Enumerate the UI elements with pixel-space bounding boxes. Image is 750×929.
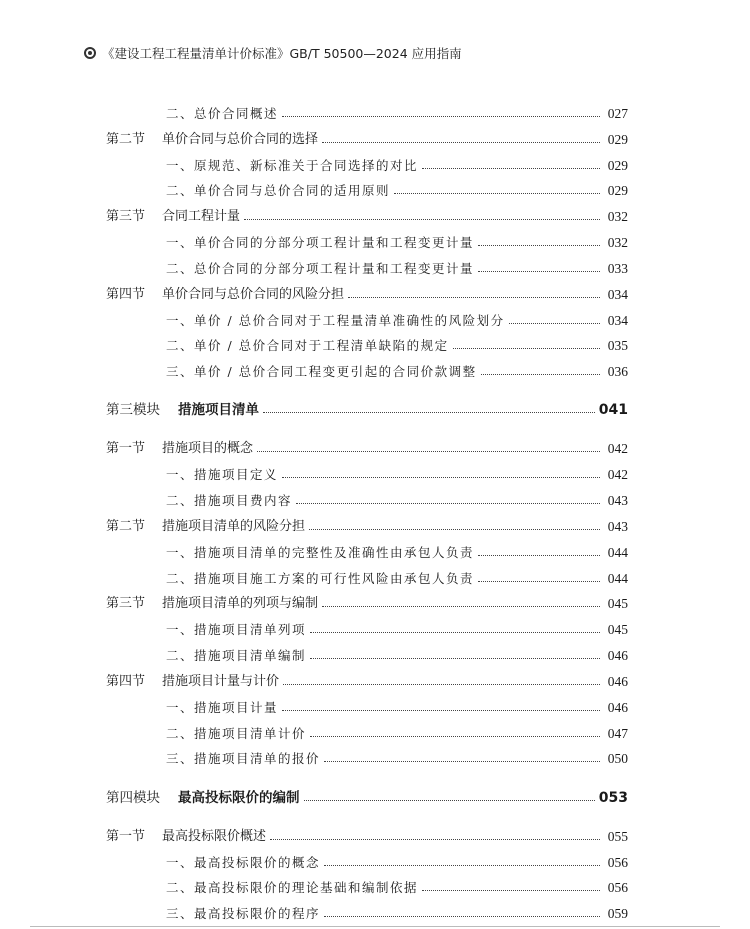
toc-entry-label: 第二节 xyxy=(106,519,146,534)
toc-subsection-entry[interactable] xyxy=(106,699,628,717)
toc-subsection-entry[interactable] xyxy=(106,570,628,588)
dot-leader xyxy=(304,800,595,801)
toc-entry-label: 第一节 xyxy=(106,829,146,844)
toc-entry-page-number: 042 xyxy=(607,467,628,482)
toc-entry-page-number: 041 xyxy=(598,402,628,418)
dot-leader xyxy=(422,890,600,891)
toc-entry-title: 二、最高投标限价的理论基础和编制依据 xyxy=(166,880,419,895)
toc-section-entry[interactable] xyxy=(106,440,628,458)
toc-entry-title: 一、最高投标限价的概念 xyxy=(166,855,321,870)
dot-leader xyxy=(509,323,600,324)
toc-subsection-entry[interactable] xyxy=(106,105,628,123)
toc-entry-page-number: 029 xyxy=(607,183,628,198)
toc-subsection-entry[interactable] xyxy=(106,750,628,768)
toc-entry-page-number: 045 xyxy=(607,622,628,637)
dot-leader xyxy=(394,193,600,194)
toc-entry-page-number: 042 xyxy=(607,441,628,456)
toc-entry-title: 二、措施项目清单编制 xyxy=(166,648,307,663)
toc-entry-page-number: 047 xyxy=(607,726,628,741)
toc-entry-title: 措施项目清单的风险分担 xyxy=(162,519,306,534)
dot-leader xyxy=(348,297,600,298)
toc-entry-label: 第三节 xyxy=(106,596,146,611)
dot-leader xyxy=(322,142,600,143)
toc-module-entry[interactable] xyxy=(106,401,628,419)
toc-subsection-entry[interactable] xyxy=(106,544,628,562)
toc-section-entry[interactable] xyxy=(106,518,628,536)
toc-entry-title: 措施项目的概念 xyxy=(162,441,254,456)
toc-entry-title: 二、总价合同的分部分项工程计量和工程变更计量 xyxy=(166,261,475,276)
toc-subsection-entry[interactable] xyxy=(106,260,628,278)
toc-entry-page-number: 045 xyxy=(607,596,628,611)
page-bottom-rule xyxy=(30,926,720,927)
toc-subsection-entry[interactable] xyxy=(106,905,628,923)
toc-module-entry[interactable] xyxy=(106,789,628,807)
toc-subsection-entry[interactable] xyxy=(106,157,628,175)
toc-entry-page-number: 044 xyxy=(607,571,628,586)
toc-entry-title: 最高投标限价的编制 xyxy=(178,790,300,806)
toc-subsection-entry[interactable] xyxy=(106,466,628,484)
dot-leader xyxy=(310,632,600,633)
toc-subsection-entry[interactable] xyxy=(106,337,628,355)
toc-entry-label: 第二节 xyxy=(106,132,146,147)
toc-entry-page-number: 046 xyxy=(607,700,628,715)
toc-entry-title: 措施项目清单的列项与编制 xyxy=(162,596,319,611)
dot-leader xyxy=(309,529,600,530)
toc-entry-page-number: 036 xyxy=(607,364,628,379)
dot-leader xyxy=(324,761,600,762)
dot-leader xyxy=(282,116,600,117)
dot-leader xyxy=(481,374,600,375)
toc-entry-page-number: 027 xyxy=(607,106,628,121)
toc-entry-page-number: 043 xyxy=(607,519,628,534)
toc-section-entry[interactable] xyxy=(106,131,628,149)
dot-leader xyxy=(310,658,600,659)
toc-entry-label: 第四节 xyxy=(106,287,146,302)
toc-entry-title: 三、最高投标限价的程序 xyxy=(166,906,321,921)
toc-subsection-entry[interactable] xyxy=(106,363,628,381)
toc-section-entry[interactable] xyxy=(106,595,628,613)
toc-entry-page-number: 035 xyxy=(607,338,628,353)
dot-leader xyxy=(263,412,595,413)
toc-entry-title: 措施项目计量与计价 xyxy=(162,674,280,689)
dot-leader xyxy=(478,581,600,582)
toc-entry-label: 第四节 xyxy=(106,674,146,689)
circle-bullet-icon xyxy=(84,47,96,59)
toc-entry-page-number: 029 xyxy=(607,158,628,173)
toc-entry-page-number: 056 xyxy=(607,855,628,870)
toc-entry-title: 合同工程计量 xyxy=(162,209,241,224)
toc-entry-title: 三、措施项目清单的报价 xyxy=(166,751,321,766)
toc-entry-page-number: 029 xyxy=(607,132,628,147)
toc-entry-title: 二、措施项目费内容 xyxy=(166,493,293,508)
toc-entry-title: 单价合同与总价合同的风险分担 xyxy=(162,287,345,302)
toc-entry-title: 措施项目清单 xyxy=(178,402,259,418)
toc-entry-title: 一、单价合同的分部分项工程计量和工程变更计量 xyxy=(166,235,475,250)
toc-entry-page-number: 053 xyxy=(598,790,628,806)
dot-leader xyxy=(244,219,600,220)
toc-entry-title: 二、单价 / 总价合同对于工程清单缺陷的规定 xyxy=(166,338,449,353)
toc-entry-title: 二、总价合同概述 xyxy=(166,106,279,121)
dot-leader xyxy=(282,477,600,478)
toc-subsection-entry[interactable] xyxy=(106,725,628,743)
toc-entry-label: 第三模块 xyxy=(106,402,160,418)
dot-leader xyxy=(478,245,600,246)
dot-leader xyxy=(282,710,600,711)
toc-entry-page-number: 034 xyxy=(607,287,628,302)
toc-entry-page-number: 032 xyxy=(607,235,628,250)
toc-entry-page-number: 059 xyxy=(607,906,628,921)
toc-entry-page-number: 046 xyxy=(607,648,628,663)
toc-subsection-entry[interactable] xyxy=(106,182,628,200)
running-header-title: 《建设工程工程量清单计价标准》GB/T 50500—2024 应用指南 xyxy=(102,46,462,61)
toc-entry-page-number: 044 xyxy=(607,545,628,560)
toc-entry-page-number: 043 xyxy=(607,493,628,508)
toc-subsection-entry[interactable] xyxy=(106,854,628,872)
dot-leader xyxy=(283,684,600,685)
toc-entry-title: 最高投标限价概述 xyxy=(162,829,267,844)
toc-entry-page-number: 046 xyxy=(607,674,628,689)
toc-entry-title: 一、措施项目定义 xyxy=(166,467,279,482)
toc-entry-title: 一、措施项目清单列项 xyxy=(166,622,307,637)
toc-entry-page-number: 032 xyxy=(607,209,628,224)
dot-leader xyxy=(310,736,600,737)
dot-leader xyxy=(478,555,600,556)
toc-entry-title: 一、原规范、新标准关于合同选择的对比 xyxy=(166,158,419,173)
dot-leader xyxy=(324,865,600,866)
dot-leader xyxy=(296,503,600,504)
toc-entry-label: 第三节 xyxy=(106,209,146,224)
toc-entry-title: 一、措施项目计量 xyxy=(166,700,279,715)
dot-leader xyxy=(422,168,600,169)
dot-leader xyxy=(257,451,600,452)
toc-entry-label: 第一节 xyxy=(106,441,146,456)
toc-section-entry[interactable] xyxy=(106,208,628,226)
toc-entry-title: 一、单价 / 总价合同对于工程量清单准确性的风险划分 xyxy=(166,313,505,328)
toc-entry-title: 单价合同与总价合同的选择 xyxy=(162,132,319,147)
toc-subsection-entry[interactable] xyxy=(106,234,628,252)
toc-entry-label: 第四模块 xyxy=(106,790,160,806)
toc-subsection-entry[interactable] xyxy=(106,879,628,897)
toc-entry-page-number: 050 xyxy=(607,751,628,766)
toc-entry-title: 二、措施项目清单计价 xyxy=(166,726,307,741)
toc-entry-title: 二、单价合同与总价合同的适用原则 xyxy=(166,183,391,198)
dot-leader xyxy=(453,348,600,349)
toc-subsection-entry[interactable] xyxy=(106,312,628,330)
toc-entry-page-number: 056 xyxy=(607,880,628,895)
dot-leader xyxy=(478,271,600,272)
toc-entry-page-number: 034 xyxy=(607,313,628,328)
dot-leader xyxy=(270,839,600,840)
dot-leader xyxy=(324,916,600,917)
toc-subsection-entry[interactable] xyxy=(106,492,628,510)
toc-subsection-entry[interactable] xyxy=(106,621,628,639)
toc-entry-title: 一、措施项目清单的完整性及准确性由承包人负责 xyxy=(166,545,475,560)
toc-section-entry[interactable] xyxy=(106,673,628,691)
table-of-contents xyxy=(106,0,628,929)
toc-entry-title: 二、措施项目施工方案的可行性风险由承包人负责 xyxy=(166,571,475,586)
toc-section-entry[interactable] xyxy=(106,828,628,846)
toc-section-entry[interactable] xyxy=(106,286,628,304)
toc-entry-page-number: 055 xyxy=(607,829,628,844)
toc-entry-page-number: 033 xyxy=(607,261,628,276)
dot-leader xyxy=(322,606,600,607)
toc-subsection-entry[interactable] xyxy=(106,647,628,665)
toc-entry-title: 三、单价 / 总价合同工程变更引起的合同价款调整 xyxy=(166,364,477,379)
